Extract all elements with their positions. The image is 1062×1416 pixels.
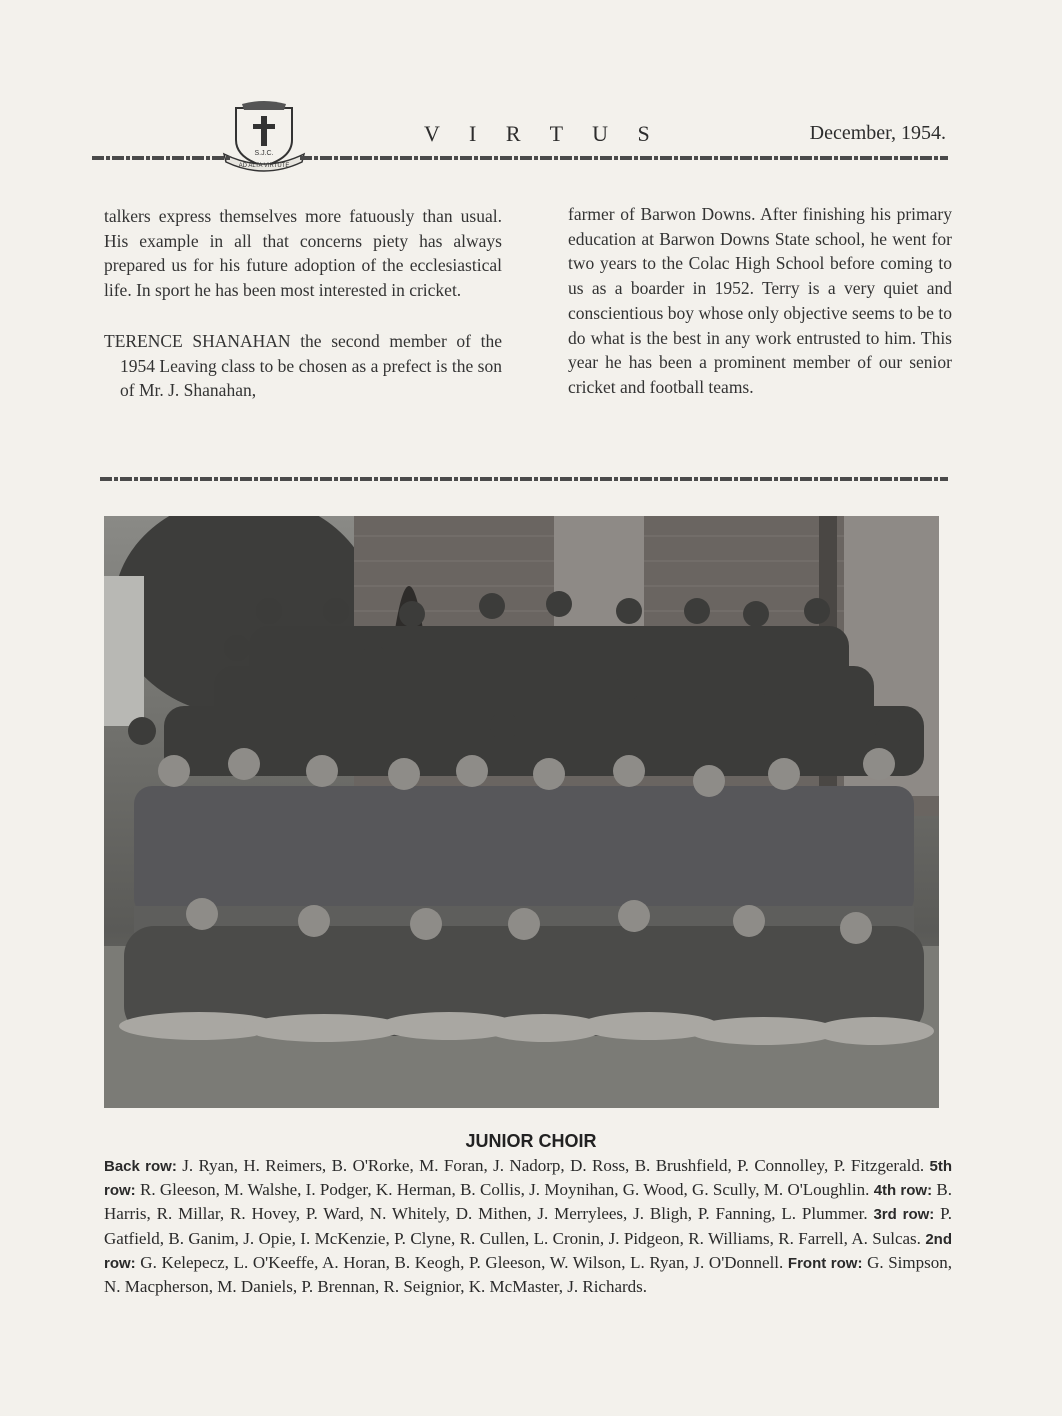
row-label: 3rd row: — [873, 1206, 935, 1224]
article-right-column — [568, 202, 952, 400]
row-names: R. Gleeson, M. Walshe, I. Podger, K. Herman, B. Collis, J. Moynihan, G. Wood, G. Scully, M. O'Loughlin. — [135, 1180, 874, 1200]
photo-caption — [104, 1154, 952, 1298]
row-names: G. Simpson, N. Macpherson, M. Daniels, P. Brennan, R. Seignior, K. McMaster, J. Richards. — [104, 1252, 952, 1297]
row-label: 4th row: — [873, 1182, 933, 1200]
school-crest-icon — [222, 100, 306, 172]
issue-date: December, 1954. — [809, 122, 946, 144]
article-paragraph: farmer of Barwon Downs. After finishing his primary education at Barwon Downs State school, he went for two years to the Colac High School before coming to us as a boarder in 1952. Terry is a very quiet and conscientious boy whose only objective seems to be to do what is the best in any work entrusted to him. This year he has been a prominent member of our senior cricket and football teams. — [568, 204, 952, 397]
section-divider — [100, 477, 948, 481]
row-names: J. Ryan, H. Reimers, B. O'Rorke, M. Foran, J. Nadorp, D. Ross, B. Brushfield, P. Connolley, P. Fitzgerald. — [176, 1156, 930, 1175]
row-names: P. Gatfield, B. Ganim, J. Opie, I. McKenzie, P. Clyne, R. Cullen, L. Cronin, J. Pidgeon, R. Williams, R. Farrell, A. Sulcas. — [104, 1204, 952, 1248]
crest-initials: S.J.C. — [254, 150, 274, 157]
row-label: Back row: — [104, 1158, 177, 1175]
header-rule-right — [300, 156, 948, 160]
row-names: G. Kelepecz, L. O'Keeffe, A. Horan, B. Keogh, P. Gleeson, W. Wilson, L. Ryan, J. O'Donnell. — [135, 1252, 788, 1272]
photo-caption-title: JUNIOR CHOIR — [465, 1131, 597, 1151]
group-photograph — [104, 516, 939, 1108]
row-label: 2nd row: — [104, 1230, 952, 1272]
article-paragraph: talkers express themselves more fatuously than usual. His example in all that concerns piety has always prepared us for his future adoption of the ecclesiastical life. In sport he has been most interested in cricket. — [104, 206, 502, 301]
article-paragraph: TERENCE SHANAHAN the second member of the 1954 Leaving class to be chosen as a prefect is the son of Mr. J. Shanahan, — [104, 330, 502, 401]
crest-motto: AD ALTA VIRTUTE — [238, 163, 290, 169]
publication-title: V I R T U S — [424, 121, 662, 146]
row-label: Front row: — [787, 1254, 863, 1272]
row-label: 5th row: — [104, 1158, 952, 1200]
article-left-column — [104, 204, 502, 403]
header-rule-left — [92, 156, 232, 160]
row-names: B. Harris, R. Millar, R. Hovey, P. Ward, N. Whitely, D. Mithen, J. Merrylees, J. Bligh, P. Fanning, L. Plummer. — [104, 1180, 952, 1224]
photo-illustration — [104, 516, 939, 1108]
